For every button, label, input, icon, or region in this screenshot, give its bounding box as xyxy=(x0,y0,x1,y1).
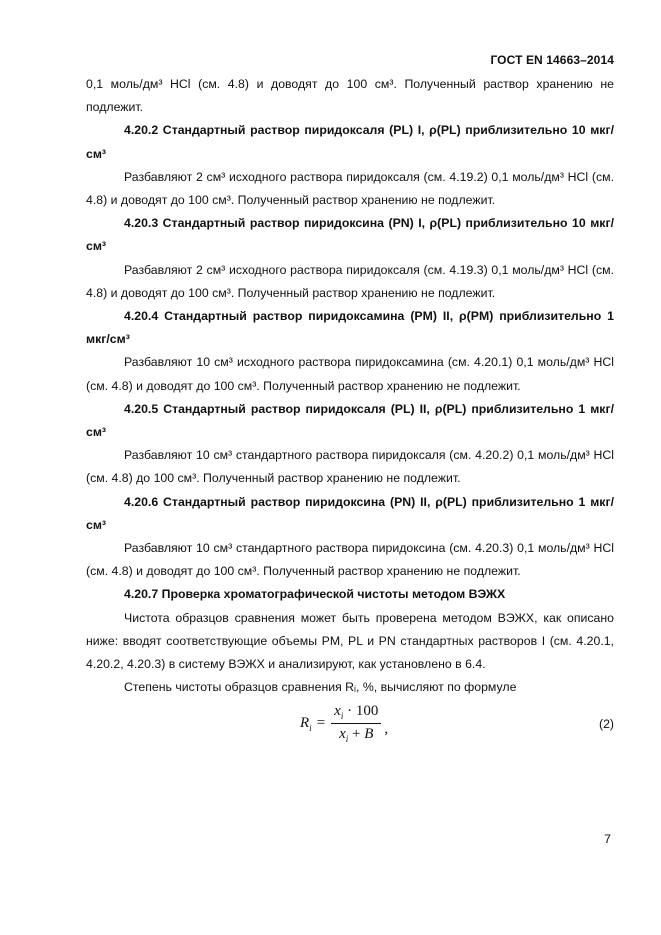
section-heading-4-20-6: 4.20.6 Стандартный раствор пиридоксина (PN) II, ρ(PL) приблизительно 1 мкг/см³ xyxy=(86,494,614,532)
document-code: ГОСТ EN 14663–2014 xyxy=(490,53,614,67)
paragraph: Разбавляют 2 см³ исходного раствора пиридоксаля (см. 4.19.2) 0,1 моль/дм³ HCl (см. 4.8) и доводят до 100 см³. Полученный раствор хранению не подлежит. xyxy=(86,169,614,208)
paragraph-formula-intro: Степень чистоты образцов сравнения Rᵢ, %, вычисляют по формуле xyxy=(124,680,517,695)
paragraph: Разбавляют 2 см³ исходного раствора пиридоксаля (см. 4.19.3) 0,1 моль/дм³ HCl (см. 4.8) и доводят до 100 см³. Полученный раствор хранению не подлежит. xyxy=(86,262,614,300)
equation-number: (2) xyxy=(598,717,614,732)
section-heading-4-20-4: 4.20.4 Стандартный раствор пиридоксамина (PM) II, ρ(PM) приблизительно 1 мкг/см³ xyxy=(86,309,614,347)
paragraph: Чистота образцов сравнения может быть проверена методом ВЭЖХ, как описано ниже: вводят соответствующие объемы PM, PL и PN стандартных растворов I (см. 4.20.1, 4.20.2, 4.20.3) в систему ВЭЖХ и анализируют, как установлено в 6.4. xyxy=(86,610,614,672)
page-number: 7 xyxy=(604,832,611,846)
paragraph: Разбавляют 10 см³ стандартного раствора пиридоксина (см. 4.20.3) 0,1 моль/дм³ HCl (см. 4.8) и доводят до 100 см³. Полученный раствор хранению не подлежит. xyxy=(86,541,614,579)
section-heading-4-20-5: 4.20.5 Стандартный раствор пиридоксаля (PL) II, ρ(PL) приблизительно 1 мкг/см³ xyxy=(86,401,614,440)
formula-numerator: $x_i \cdot 100$ xyxy=(331,703,381,724)
formula-fraction xyxy=(331,703,381,744)
section-heading-4-20-3: 4.20.3 Стандартный раствор пиридоксина (PN) I, ρ(PL) приблизительно 10 мкг/см³ xyxy=(86,216,614,254)
formula-block xyxy=(86,701,614,761)
paragraph: Разбавляют 10 см³ стандартного раствора пиридоксаля (см. 4.20.2) 0,1 моль/дм³ HCl (см. 4.8) до 100 см³. Полученный раствор хранению не подлежит. xyxy=(86,448,614,486)
formula xyxy=(300,703,388,744)
document-body xyxy=(86,73,614,761)
formula-lhs: $R_i$ xyxy=(300,714,312,733)
formula-trailing-comma: , xyxy=(384,721,389,738)
formula-equals: = xyxy=(316,715,326,732)
section-heading-4-20-7: 4.20.7 Проверка хроматографической чистоты методом ВЭЖХ xyxy=(124,587,506,602)
formula-denominator: $x_i + B$ xyxy=(339,726,374,745)
section-heading-4-20-2: 4.20.2 Стандартный раствор пиридоксаля (PL) I, ρ(PL) приблизительно 10 мкг/см³ xyxy=(86,123,614,161)
paragraph-continuation: 0,1 моль/дм³ HCl (см. 4.8) и доводят до 100 см³. Полученный раствор хранению не подлежит. xyxy=(86,77,614,115)
paragraph: Разбавляют 10 см³ исходного раствора пиридоксамина (см. 4.20.1) 0,1 моль/дм³ HCl (см. 4.8) и доводят до 100 см³. Полученный раствор хранению не подлежит. xyxy=(86,355,614,393)
